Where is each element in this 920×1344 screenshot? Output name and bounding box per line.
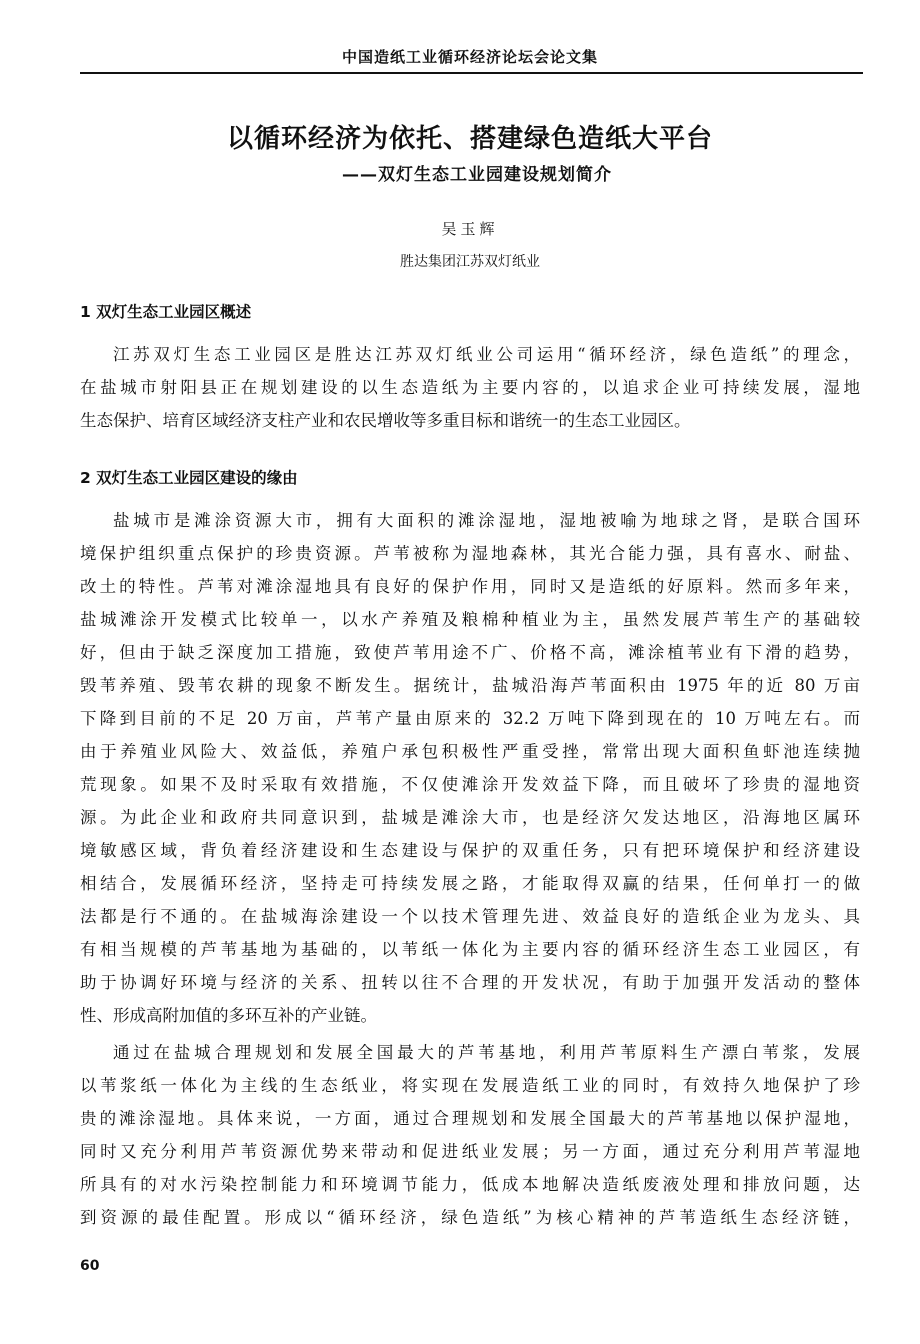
paragraph-line: 同时又充分利用芦苇资源优势来带动和促进纸业发展；另一方面，通过充分利用芦苇湿地: [80, 1142, 860, 1161]
page-number: 60: [80, 1258, 100, 1274]
paragraph-line: 到资源的最佳配置。形成以“循环经济，绿色造纸”为核心精神的芦苇造纸生态经济链，: [80, 1208, 860, 1227]
header-rule: [80, 72, 863, 74]
paragraph-line: 毁苇养殖、毁苇农耕的现象不断发生。据统计，盐城沿海芦苇面积由 1975 年的近 80 万亩: [80, 676, 860, 695]
paragraph-line: 相结合，发展循环经济，坚持走可持续发展之路，才能取得双赢的结果，任何单打一的做: [80, 874, 860, 893]
author-affiliation: 胜达集团江苏双灯纸业: [400, 254, 540, 270]
paragraph-line: 盐城滩涂开发模式比较单一，以水产养殖及粮棉种植业为主，虽然发展芦苇生产的基础较: [80, 610, 860, 629]
paragraph-line: 境保护组织重点保护的珍贵资源。芦苇被称为湿地森林，其光合能力强，具有喜水、耐盐、: [80, 544, 860, 563]
article-title: 以循环经济为依托、搭建绿色造纸大平台: [226, 124, 713, 154]
paragraph-line: 通过在盐城合理规划和发展全国最大的芦苇基地，利用芦苇原料生产漂白苇浆，发展: [113, 1043, 860, 1062]
paragraph-line: 江苏双灯生态工业园区是胜达江苏双灯纸业公司运用“循环经济，绿色造纸”的理念，: [113, 345, 860, 364]
paragraph-line: 性、形成高附加值的多环互补的产业链。: [80, 1006, 377, 1025]
paragraph-line: 好，但由于缺乏深度加工措施，致使芦苇用途不广、价格不高，滩涂植苇业有下滑的趋势，: [80, 643, 860, 662]
author-name: 吴玉辉: [441, 220, 499, 238]
paragraph-line: 法都是行不通的。在盐城海涂建设一个以技术管理先进、效益良好的造纸企业为龙头、具: [80, 907, 860, 926]
section-2-heading: 2 双灯生态工业园区建设的缘由: [80, 469, 298, 487]
running-header: 中国造纸工业循环经济论坛会论文集: [341, 48, 598, 66]
paragraph-line: 由于养殖业风险大、效益低，养殖户承包积极性严重受挫，常常出现大面积鱼虾池连续抛: [80, 742, 860, 761]
paragraph-line: 改土的特性。芦苇对滩涂湿地具有良好的保护作用，同时又是造纸的好原料。然而多年来，: [80, 577, 860, 596]
paragraph-line: 贵的滩涂湿地。具体来说，一方面，通过合理规划和发展全国最大的芦苇基地以保护湿地，: [80, 1109, 860, 1128]
paragraph-line: 源。为此企业和政府共同意识到，盐城是滩涂大市，也是经济欠发达地区，沿海地区属环: [80, 808, 860, 827]
paragraph-line: 荒现象。如果不及时采取有效措施，不仅使滩涂开发效益下降，而且破坏了珍贵的湿地资: [80, 775, 860, 794]
paragraph-line: 所具有的对水污染控制能力和环境调节能力，低成本地解决造纸废液处理和排放问题，达: [80, 1175, 860, 1194]
paragraph-line: 有相当规模的芦苇基地为基础的，以苇纸一体化为主要内容的循环经济生态工业园区，有: [80, 940, 860, 959]
section-1-heading: 1 双灯生态工业园区概述: [80, 303, 252, 321]
paragraph-line: 在盐城市射阳县正在规划建设的以生态造纸为主要内容的，以追求企业可持续发展，湿地: [80, 378, 860, 397]
paragraph-line: 生态保护、培育区域经济支柱产业和农民增收等多重目标和谐统一的生态工业园区。: [80, 411, 691, 430]
paragraph-line: 下降到目前的不足 20 万亩，芦苇产量由原来的 32.2 万吨下降到现在的 10 万吨左右。而: [80, 709, 860, 728]
paragraph-line: 助于协调好环境与经济的关系、扭转以往不合理的开发状况，有助于加强开发活动的整体: [80, 973, 860, 992]
paragraph-line: 境敏感区域，背负着经济建设和生态建设与保护的双重任务，只有把环境保护和经济建设: [80, 841, 860, 860]
paragraph-line: 盐城市是滩涂资源大市，拥有大面积的滩涂湿地，湿地被喻为地球之肾，是联合国环: [113, 511, 860, 530]
paragraph-line: 以苇浆纸一体化为主线的生态纸业，将实现在发展造纸工业的同时，有效持久地保护了珍: [80, 1076, 860, 1095]
article-subtitle: ——双灯生态工业园建设规划简介: [342, 165, 612, 185]
